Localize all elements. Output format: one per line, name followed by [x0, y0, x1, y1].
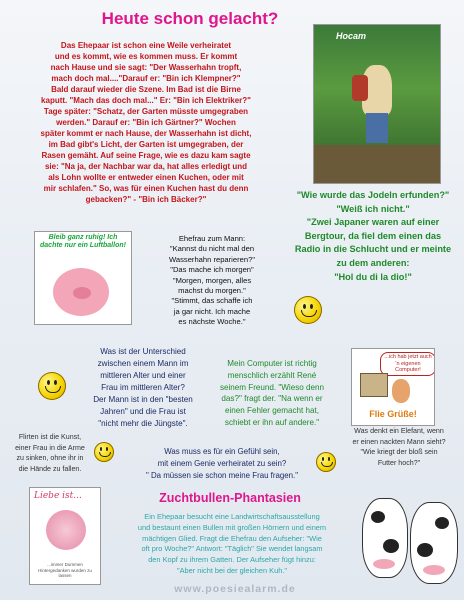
text-line: die Hände zu fallen.	[18, 464, 82, 473]
text-line: "Das mache ich morgen"	[170, 265, 254, 275]
text-line: machst du morgen."	[178, 286, 246, 296]
text-line: einen Fehler gemacht hat,	[224, 406, 320, 416]
text-line: ja gar nicht. Ich mache	[173, 306, 251, 316]
text-line: mit einem Genie verheiratet zu sein?	[157, 458, 287, 468]
text-line: menschlich erzählt René	[227, 370, 317, 380]
text-line: und bestaunt einen Bullen mit großen Hörnern und einem	[137, 522, 327, 532]
text-line: sie: "Na ja, der Nachbar war da, hat alles erledigt und	[44, 162, 248, 171]
smiley-icon	[94, 442, 114, 462]
text-line: als Lohn wollte er entweder einen Kuchen, oder mit	[48, 173, 244, 182]
text-line: seinem Freund. "Wieso denn	[219, 382, 325, 392]
text-line: Tage später: "Schatz, der Garten müsste umgegraben	[43, 107, 249, 116]
smiley-icon	[294, 296, 322, 324]
text-line: Flirten ist die Kunst,	[18, 433, 82, 441]
love-card-title: Liebe ist...	[34, 491, 82, 501]
page-title: Heute schon gelacht?	[101, 9, 279, 28]
text-line: zwischen einem Mann im	[97, 359, 189, 368]
cow-right	[410, 502, 458, 584]
text-line: Was denkt ein Elefant, wenn	[354, 427, 444, 435]
text-line: Mein Computer ist richtig	[227, 359, 317, 368]
text-line: "Zwei Japaner waren auf einer	[306, 217, 440, 228]
joke-genie	[120, 446, 324, 481]
text-line: zu sinken, ohne ihr in	[16, 454, 84, 463]
text-line: mittleren Alter und einer	[100, 371, 186, 380]
text-line: "Aber nicht bei der gleichen Kuh."	[176, 565, 287, 575]
text-line: mir schlafen." So, was für einen Kuchen hast du denn	[43, 184, 249, 193]
joke-age	[82, 346, 204, 430]
cow-left	[362, 498, 408, 578]
text-line: es nächste Woche."	[178, 317, 246, 327]
text-line: "Morgen, morgen, alles	[172, 275, 252, 285]
joke-jodeln	[282, 189, 464, 284]
section-title: Zuchtbullen-Phantasien	[159, 491, 301, 505]
piglet-snout	[73, 287, 91, 299]
computer-user-figure	[392, 379, 410, 403]
text-line: "Kannst du nicht mal den	[169, 244, 255, 254]
text-line: "Hol du di la dio!"	[334, 271, 412, 282]
text-line: im Bad gibt's Licht, der Garten ist umgegraben, der	[48, 140, 244, 149]
text-line: nach Hause und sie sagt: "Der Wasserhahn tropft,	[50, 63, 242, 72]
text-line: Bald darauf wieder die Szene. Im Bad ist die Birne	[51, 85, 241, 94]
joke-bull	[102, 512, 362, 577]
piglet-cartoon-image	[35, 232, 131, 324]
cows-cartoon-image	[358, 488, 462, 592]
smiley-icon	[38, 372, 66, 400]
text-line: Was muss es für ein Gefühl sein,	[164, 447, 280, 456]
text-line: Frau im mittleren Alter?	[101, 383, 185, 392]
footer-website: www.poesiealarm.de	[174, 583, 296, 595]
joke-plumber	[2, 40, 290, 205]
text-line: den Kopf zu ihrem Gatten. Der Aufseher fügt hinzu:	[148, 555, 316, 565]
text-line: mächtigen Glied. Fragt die Ehefrau den Aufseher: "Wie	[142, 533, 322, 543]
hiker-backpack	[352, 75, 368, 101]
love-card-subtitle: ...immer Dummen Hintergedanken wurden zu lassen	[38, 562, 92, 578]
text-line: später kommt er nach Hause, der Wasserhahn ist dicht,	[40, 129, 252, 138]
text-line: Ehefrau zum Mann:	[178, 234, 246, 243]
text-line: "Weiß ich nicht."	[336, 203, 410, 214]
text-line: schiebt er ihn auf andere."	[224, 417, 320, 427]
text-line: Was ist der Unterschied	[100, 347, 186, 356]
text-line: werden." Darauf er: "Bin ich Gärtner?" Wochen	[56, 118, 236, 127]
text-line: Radio in die Schlucht und er meinte	[294, 244, 452, 255]
computer-cartoon-image	[352, 349, 434, 425]
text-line: gebacken?" - "Bin ich Bäcker?"	[85, 195, 207, 204]
text-line: einer Frau in die Arme	[15, 443, 85, 452]
text-line: "Stimmt, das schaffe ich	[171, 296, 253, 306]
joke-elefant	[334, 426, 464, 468]
text-line: Ein Ehepaar besucht eine Landwirtschaftsausstellung	[144, 512, 320, 521]
text-line: und es kommt, wie es kommen muss. Er kommt	[54, 52, 238, 61]
text-line: Jahren" und die Frau ist	[100, 407, 186, 416]
computer-monitor	[360, 373, 388, 397]
text-line: oft pro Woche?" Antwort: "Täglich" Sie wendet langsam	[141, 544, 323, 554]
text-line: Das Ehepaar ist schon eine Weile verheiratet	[60, 41, 232, 50]
love-card-figures	[46, 510, 86, 550]
text-line: "Wie kriegt der bloß sein	[360, 448, 438, 457]
text-line: Rasen gemäht. Auf seine Frage, wie es dazu kam sagte	[41, 151, 251, 160]
joke-flirt	[4, 432, 96, 474]
love-card-image	[30, 488, 100, 584]
text-line: das?" fragt der. "Na wenn er	[221, 394, 323, 404]
text-line: Der Mann ist in den "besten	[93, 395, 193, 404]
text-line: er einen nackten Mann sieht?	[352, 437, 446, 446]
text-line: Wasserhahn reparieren?"	[169, 254, 255, 264]
text-line: mach doch mal...."Darauf er: "Bin ich Klempner?"	[51, 74, 241, 83]
text-line: Bergtour, da fiel dem einen das	[304, 230, 442, 241]
hiker-cartoon-image	[314, 25, 440, 183]
smiley-icon	[316, 452, 336, 472]
text-line: " Da müssen sie schon meine Frau fragen."	[145, 470, 299, 480]
joke-morgen	[150, 234, 274, 328]
computer-bubble: ...ich hab jetzt auch 'n eigenen Computer!	[380, 352, 434, 376]
piglet-caption: Bleib ganz ruhig! Ich dachte nur ein Luftballon!	[40, 234, 126, 249]
hiker-legs	[366, 113, 388, 143]
rock-bottom	[314, 145, 440, 183]
text-line: zu dem anderen:	[336, 257, 410, 268]
joke-computer	[207, 358, 337, 429]
text-line: kaputt. "Mach das doch mal..." Er: "Bin ich Elektriker?"	[41, 96, 251, 105]
hiker-caption: Hocam	[336, 31, 367, 41]
computer-brand: Flie Grüße!	[369, 409, 417, 419]
text-line: Futter hoch?"	[377, 458, 421, 467]
text-line: "nicht mehr die Jüngste".	[98, 419, 188, 428]
text-line: "Wie wurde das Jodeln erfunden?"	[296, 190, 450, 200]
